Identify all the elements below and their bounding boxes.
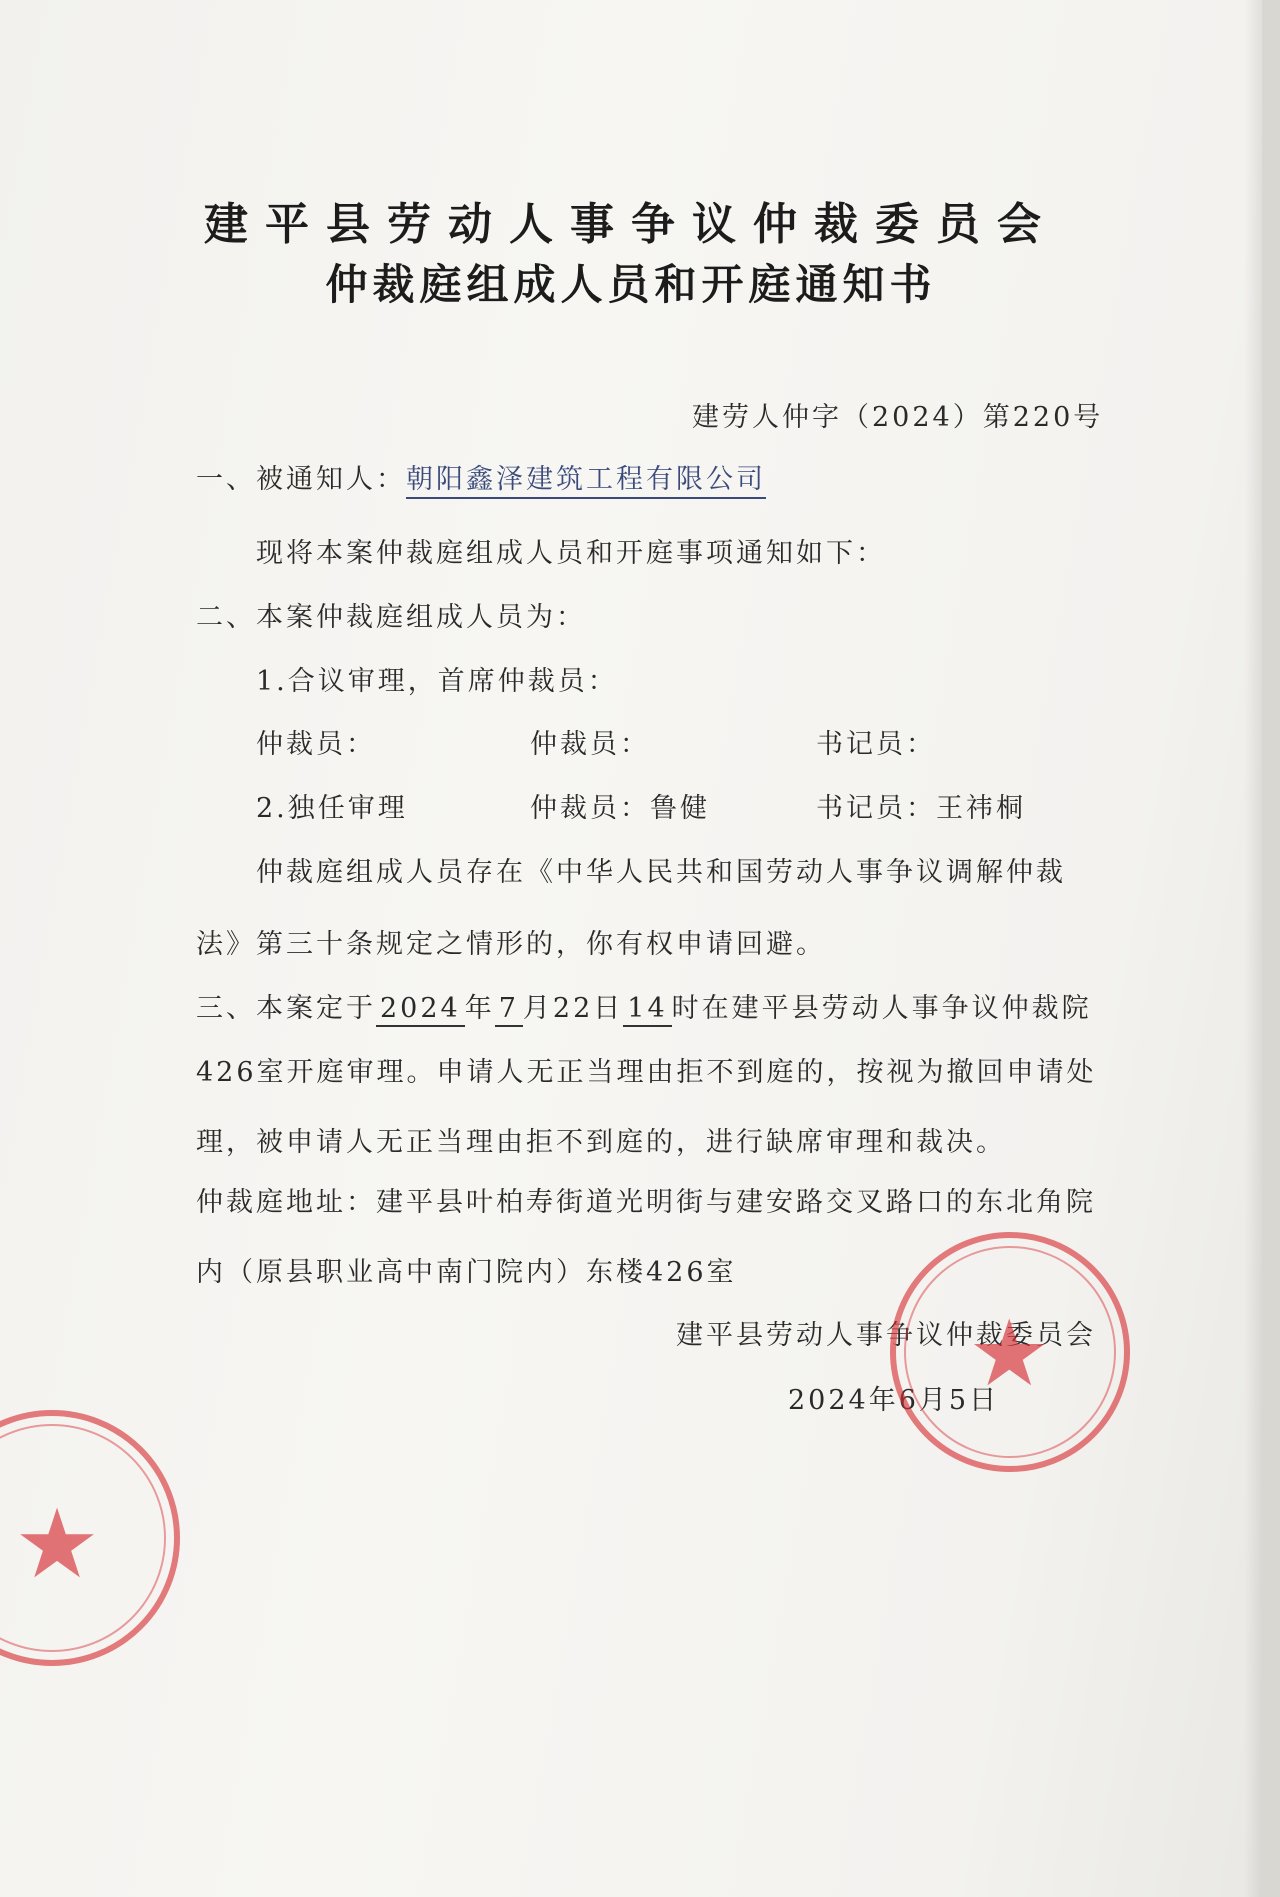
address-line1: 仲裁庭地址：建平县叶柏寿街道光明街与建安路交叉路口的东北角院	[196, 1187, 1096, 1218]
sole-clerk: 书记员：王祎桐	[816, 793, 1026, 824]
hearing-time-line	[196, 986, 1092, 1025]
document-number: 建劳人仲字（2024）第220号	[692, 402, 1104, 433]
official-seal-left-partial	[0, 1410, 180, 1666]
document-title: 建平县劳动人事争议仲裁委员会	[204, 199, 1058, 250]
document-subtitle: 仲裁庭组成人员和开庭通知书	[325, 260, 937, 309]
arbitrator-b-label: 仲裁员：	[530, 729, 650, 760]
hearing-text-line2: 426室开庭审理。申请人无正当理由拒不到庭的，按视为撤回申请处	[196, 1057, 1097, 1088]
star-icon: ★	[968, 1300, 1051, 1407]
clerk-label: 书记员：	[816, 729, 936, 760]
collegial-trial-item: 1.合议审理，首席仲裁员：	[256, 666, 618, 697]
hearing-year: 2024	[376, 993, 465, 1027]
hearing-month: 7	[495, 993, 523, 1027]
hearing-year-unit: 年	[464, 993, 495, 1024]
notified-party	[196, 457, 766, 496]
avoidance-text-line2: 法》第三十条规定之情形的，你有权申请回避。	[196, 929, 826, 960]
hearing-suffix: 时在建平县劳动人事争议仲裁院	[671, 993, 1092, 1024]
section2-heading: 二、本案仲裁庭组成人员为：	[196, 602, 586, 633]
signature-org: 建平县劳动人事争议仲裁委员会	[676, 1320, 1096, 1351]
intro-text: 现将本案仲裁庭组成人员和开庭事项通知如下：	[256, 538, 886, 569]
sole-trial-item: 2.独任审理	[256, 793, 408, 824]
sole-arbitrator: 仲裁员：鲁健	[530, 793, 710, 824]
hearing-month-unit: 月	[522, 993, 553, 1024]
avoidance-text-line1: 仲裁庭组成人员存在《中华人民共和国劳动人事争议调解仲裁	[256, 857, 1066, 888]
notified-party-name: 朝阳鑫泽建筑工程有限公司	[406, 464, 766, 499]
hearing-hour: 14	[623, 993, 671, 1027]
hearing-day-unit: 日	[593, 993, 624, 1024]
arbitrator-a-label: 仲裁员：	[256, 729, 376, 760]
star-icon: ★	[14, 1488, 101, 1600]
hearing-day: 22	[552, 993, 594, 1024]
official-seal-right	[890, 1232, 1130, 1472]
hearing-text-line3: 理，被申请人无正当理由拒不到庭的，进行缺席审理和裁决。	[196, 1127, 1006, 1158]
address-line2: 内（原县职业高中南门院内）东楼426室	[196, 1257, 737, 1288]
hearing-prefix: 三、本案定于	[196, 993, 376, 1024]
signature-date: 2024年6月5日	[788, 1385, 1000, 1416]
notified-party-label: 一、被通知人：	[196, 464, 406, 495]
